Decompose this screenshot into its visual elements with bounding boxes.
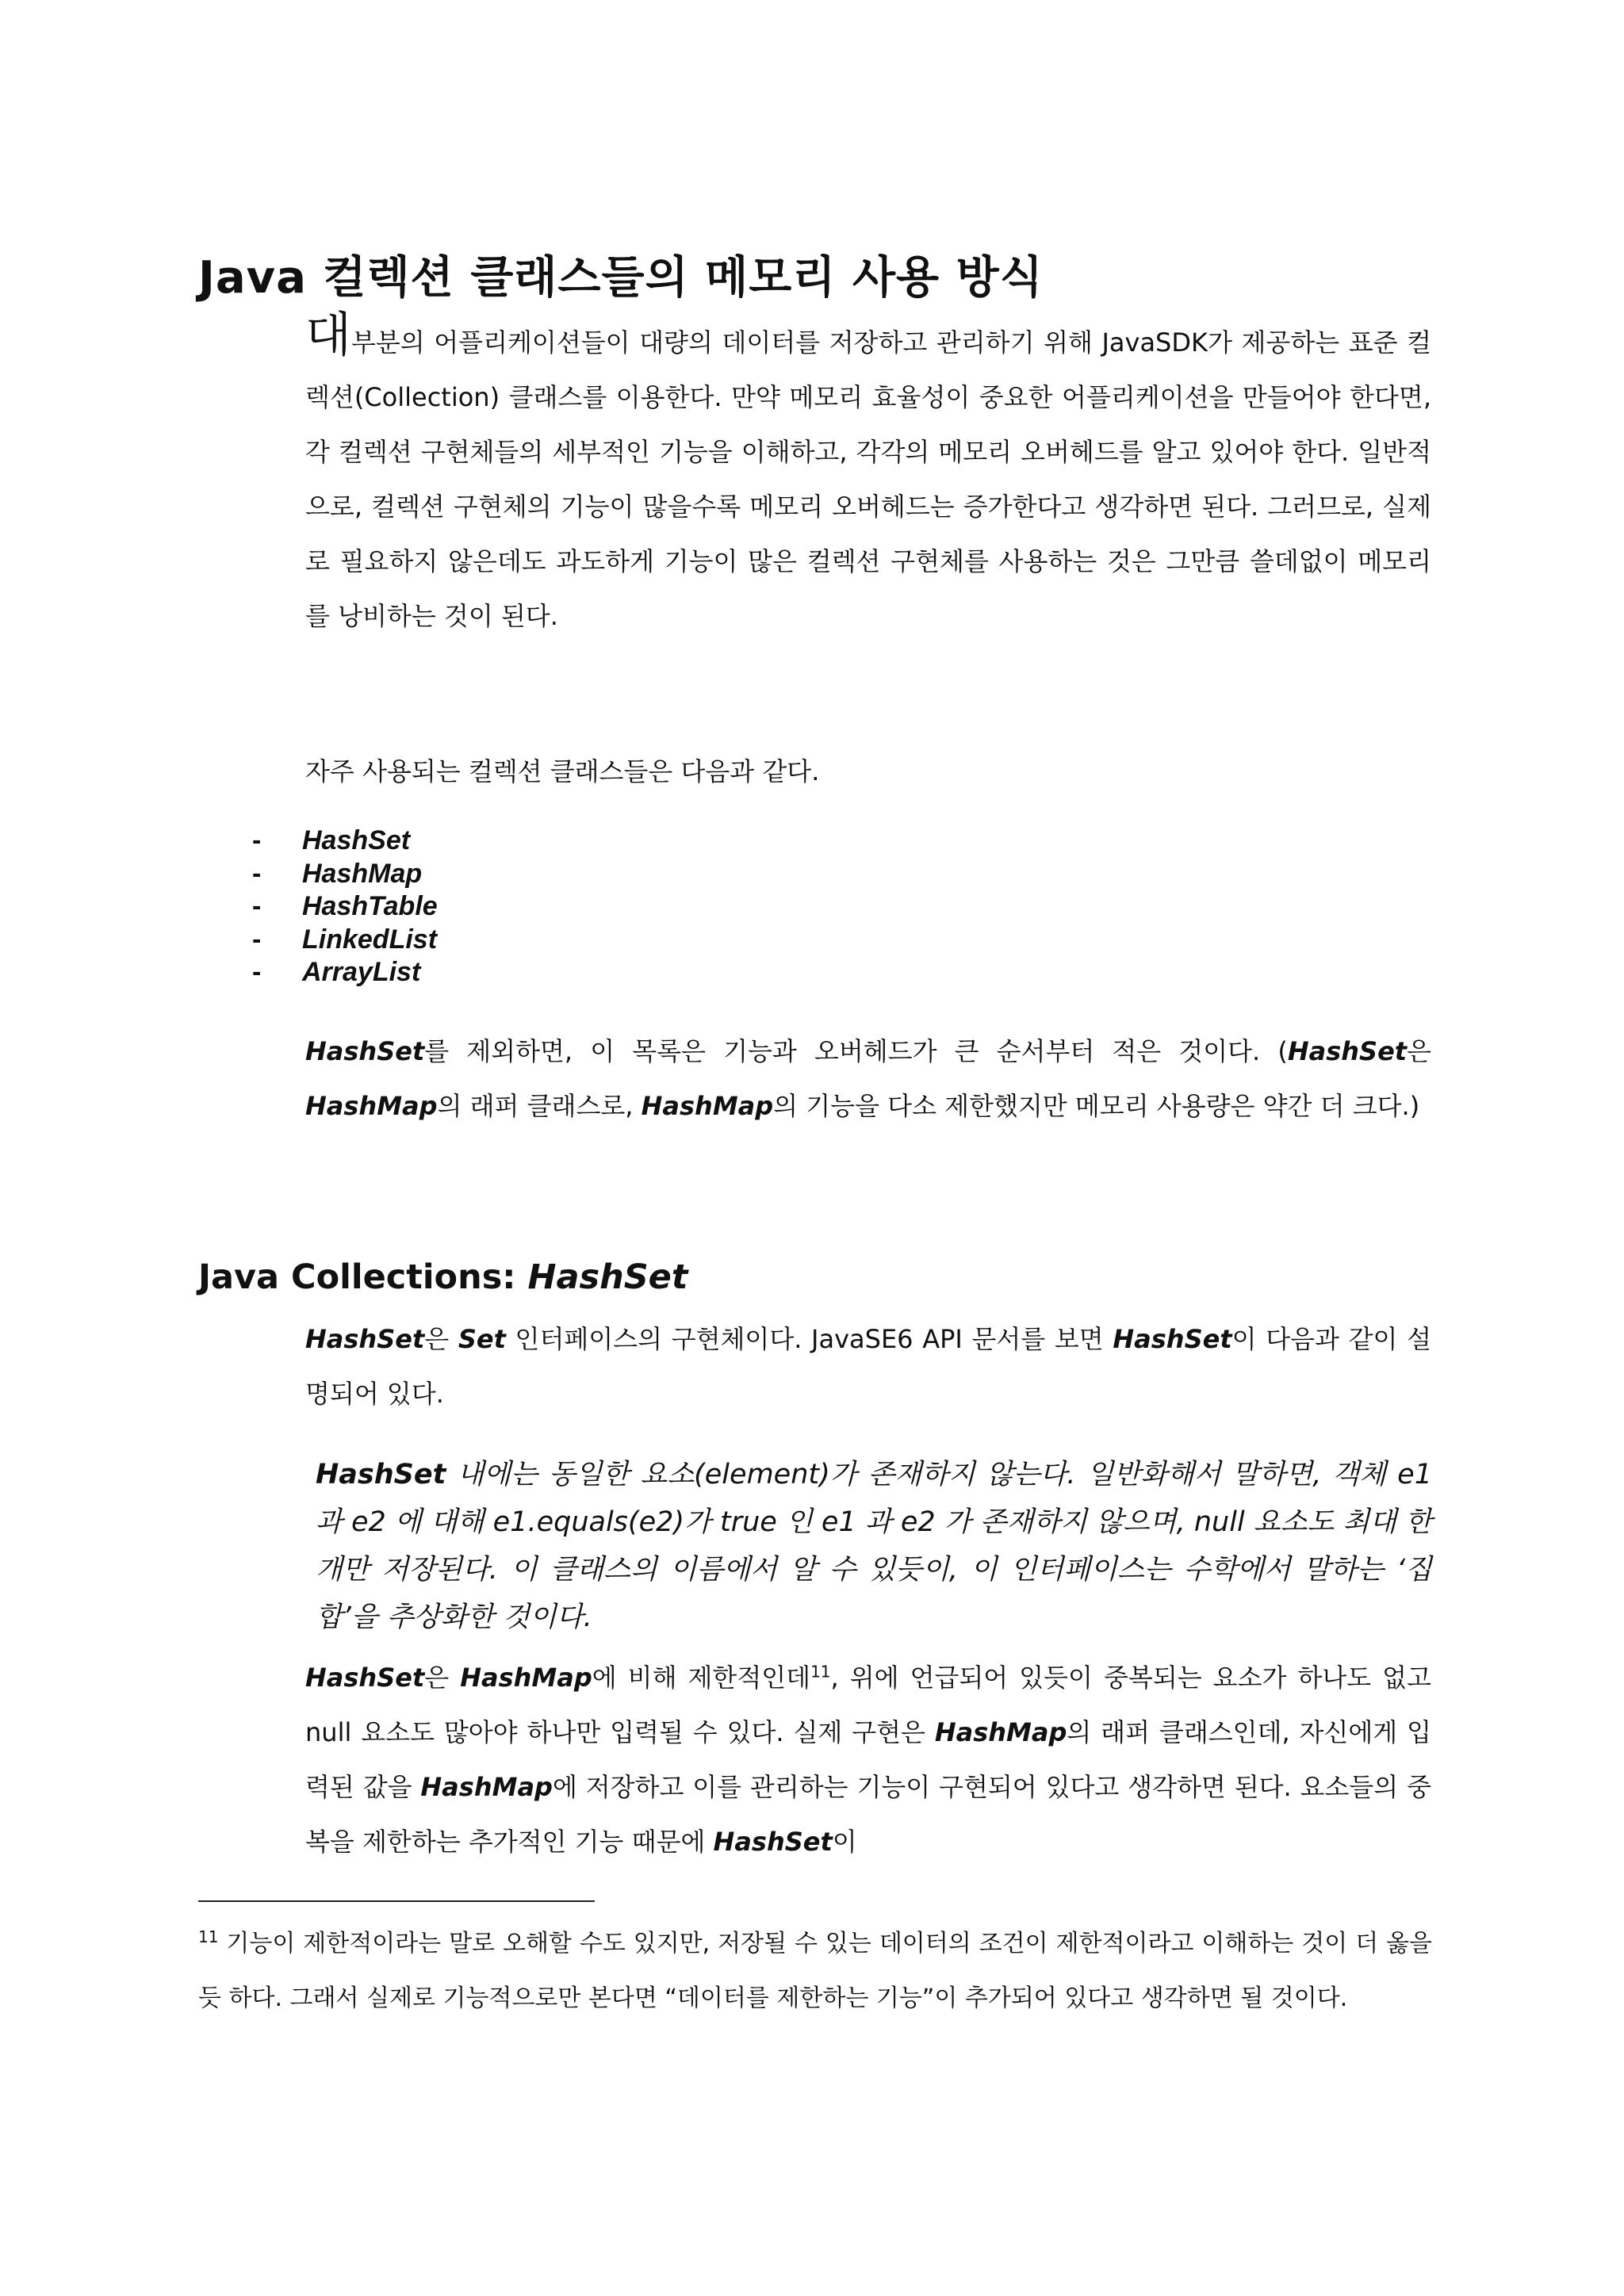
list-item: - LinkedList bbox=[252, 924, 438, 955]
collection-class-list bbox=[252, 825, 438, 989]
list-item: - HashMap bbox=[252, 858, 423, 889]
footnote-mark: 11 bbox=[198, 1927, 219, 1946]
footnote: $^{11}$ 기능이 제한적이라는 말로 오해할 수도 있지만, 저장될 수 있는 데이터의 조건이 제한적이라고 이해하는 것이 더 옳을 듯 하다. 그래서 실제로 기능적으로만 본다면 “데이터를 제한하는 기능”이 추가되어 있다고 생각하면 될 것이다. bbox=[198, 1927, 1432, 2012]
list-item: - HashSet bbox=[252, 825, 411, 855]
intro-paragraph bbox=[305, 308, 1431, 644]
drop-cap: 대 bbox=[305, 308, 351, 363]
footnote-reference: 11 bbox=[810, 1662, 831, 1682]
after-list-paragraph: HashSet를 제외하면, 이 목록은 기능과 오버헤드가 큰 순서부터 적은 것이다. (HashSet은 HashMap의 래퍼 클래스로, HashMap의 기능을 다소 제한했지만 메모리 사용량은 약간 더 크다.) bbox=[305, 1036, 1431, 1121]
intro-text: 부분의 어플리케이션들이 대량의 데이터를 저장하고 관리하기 위해 JavaSDK가 제공하는 표준 컬렉션(Collection) 클래스를 이용한다. 만약 메모리 효율성이 중요한 어플리케이션을 만들어야 한다면, 각 컬렉션 구현체들의 세부적인 기능을 이해하고, 각각의 메모리 오버헤드를 알고 있어야 한다. 일반적으로, 컬렉션 구현체의 기능이 많을수록 메모리 오버헤드는 증가한다고 생각하면 된다. 그러므로, 실제로 필요하지 않은데도 과도하게 기능이 많은 컬렉션 구현체를 사용하는 것은 그만큼 쓸데없이 메모리를 낭비하는 것이 된다. bbox=[305, 327, 1431, 631]
section-heading: Java Collections: HashSet bbox=[198, 1257, 688, 1297]
list-item: - ArrayList bbox=[252, 957, 421, 987]
list-intro: 자주 사용되는 컬렉션 클래스들은 다음과 같다. bbox=[305, 756, 820, 786]
page-title: Java 컬렉션 클래스들의 메모리 사용 방식 bbox=[198, 252, 1044, 304]
list-item: - HashTable bbox=[252, 891, 438, 921]
footnote-divider bbox=[198, 1900, 595, 1902]
api-doc-quote: HashSet 내에는 동일한 요소(element)가 존재하지 않는다. 일반화해서 말하면, 객체 e1 과 e2 에 대해 e1.equals(e2)가 true 인 e1 과 e2 가 존재하지 않으며, null 요소도 최대 한 개만 저장된다. 이 클래스의 이름에서 알 수 있듯이, 이 인터페이스는 수학에서 말하는 ‘집합’을 추상화한 것이다. bbox=[316, 1459, 1432, 1633]
hashset-paragraph: HashSet은 Set 인터페이스의 구현체이다. JavaSE6 API 문서를 보면 HashSet이 다음과 같이 설명되어 있다. bbox=[305, 1324, 1431, 1409]
hashset-detail-paragraph: HashSet은 HashMap에 비해 제한적인데$^{11}$, 위에 언급되어 있듯이 중복되는 요소가 하나도 없고 null 요소도 많아야 하나만 입력될 수 있다. 실제 구현은 HashMap의 래퍼 클래스인데, 자신에게 입력된 값을 HashMap에 저장하고 이를 관리하는 기능이 구현되어 있다고 생각하면 된다. 요소들의 중복을 제한하는 추가적인 기능 때문에 HashSet이 bbox=[305, 1662, 1431, 1857]
